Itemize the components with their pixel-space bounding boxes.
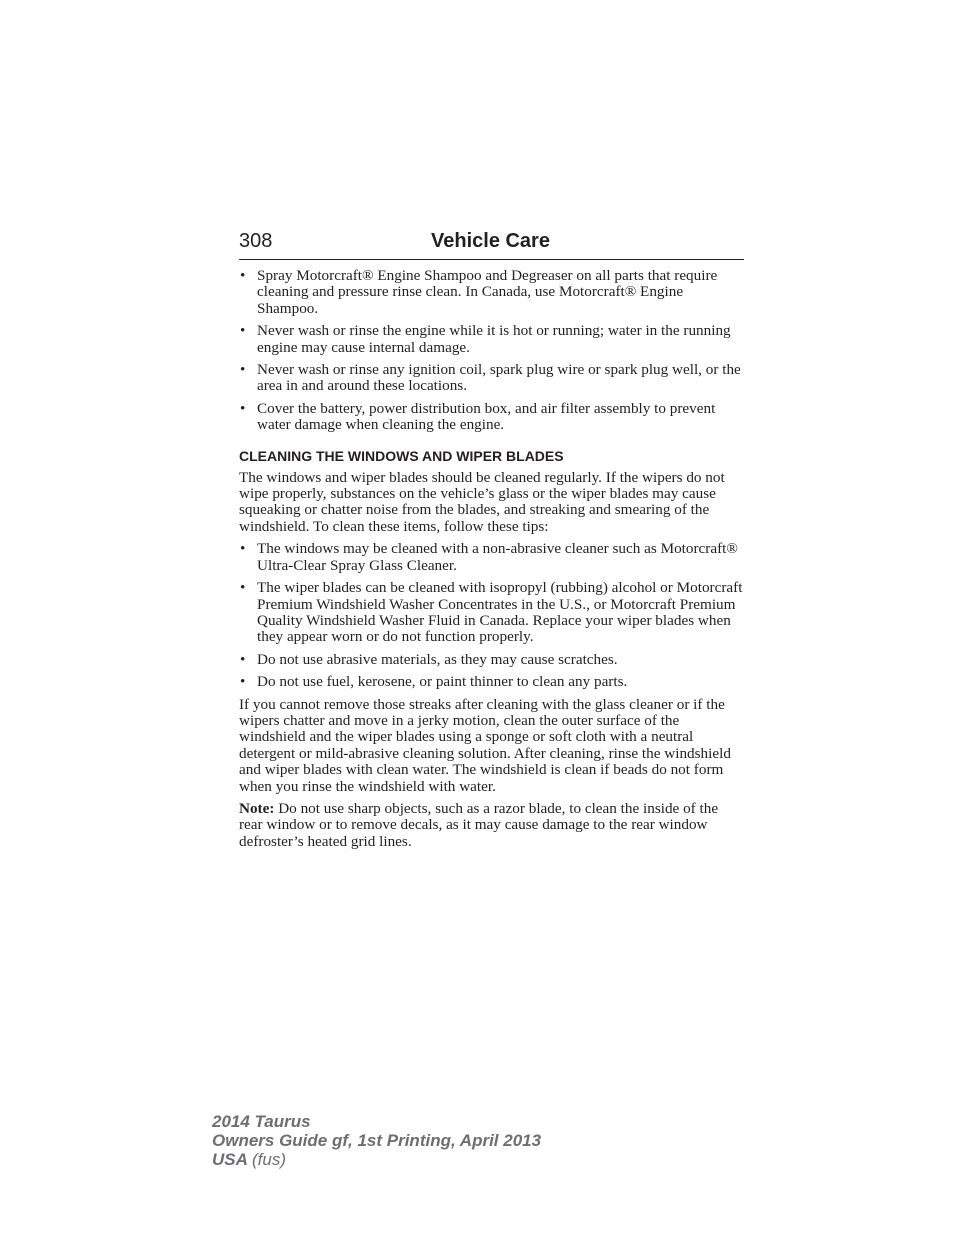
footer-model-line: 2014 Taurus xyxy=(212,1112,311,1131)
list-item-text: Never wash or rinse any ignition coil, spark plug wire or spark plug well, or the area in and around these locations. xyxy=(257,361,741,395)
list-item-text: The wiper blades can be cleaned with isopropyl (rubbing) alcohol or Motorcraft Premium Windshield Washer Concentrates in the U.S., or Motorcraft Premium Quality Windshield Washer Fluid in Canada. Replace your wiper blades when they appear worn or do not function properly. xyxy=(257,579,743,646)
list-item xyxy=(239,541,744,574)
list-item-text: Cover the battery, power distribution box, and air filter assembly to prevent water damage when cleaning the engine. xyxy=(257,399,716,434)
list-item xyxy=(239,401,744,434)
list-item-text: Do not use fuel, kerosene, or paint thinner to clean any parts. xyxy=(257,673,628,691)
footer-guide-line: Owners Guide gf, 1st Printing, April 2013 xyxy=(212,1131,542,1150)
bullet-icon: • xyxy=(240,540,246,558)
list-item xyxy=(239,674,744,690)
windows-section-heading: CLEANING THE WINDOWS AND WIPER BLADES xyxy=(239,447,564,464)
list-item-text: The windows may be cleaned with a non-abrasive cleaner such as Motorcraft® Ultra-Clear Spray Glass Cleaner. xyxy=(257,540,738,574)
windows-tips-list xyxy=(239,541,744,690)
windows-followup-paragraph: If you cannot remove those streaks after cleaning with the glass cleaner or if the wipers chatter and move in a jerky motion, clean the outer surface of the windshield and the wiper blades using a sponge or soft cloth with a neutral detergent or mild-abrasive cleaning solution. After cleaning, rinse the windshield and wiper blades with clean water. The windshield is clean if beads do not form when you rinse the windshield with water. xyxy=(239,695,731,795)
list-item xyxy=(239,580,744,646)
note-text: Do not use sharp objects, such as a razor blade, to clean the inside of the rear window or to remove decals, as it may cause damage to the rear window defroster’s heated grid lines. xyxy=(239,799,719,850)
page-number: 308 xyxy=(239,230,273,252)
list-item-text: Never wash or rinse the engine while it is hot or running; water in the running engine may cause internal damage. xyxy=(257,322,731,356)
bullet-icon: • xyxy=(240,579,246,597)
section-title: Vehicle Care xyxy=(431,230,550,252)
list-item xyxy=(239,652,744,668)
list-item xyxy=(239,323,744,356)
bullet-icon: • xyxy=(240,267,246,284)
list-item-text: Spray Motorcraft® Engine Shampoo and Degreaser on all parts that require cleaning and pressure rinse clean. In Canada, use Motorcraft® Engine Shampoo. xyxy=(257,267,718,317)
bullet-icon: • xyxy=(240,673,246,691)
note-paragraph xyxy=(239,801,744,850)
bullet-icon: • xyxy=(240,399,246,417)
page-content xyxy=(239,268,744,856)
list-item-text: Do not use abrasive materials, as they may cause scratches. xyxy=(257,650,618,668)
bullet-icon: • xyxy=(240,361,246,379)
bullet-icon: • xyxy=(240,322,246,340)
footer-region-line xyxy=(212,1150,541,1169)
page-footer xyxy=(212,1112,541,1169)
windows-intro-paragraph: The windows and wiper blades should be cleaned regularly. If the wipers do not wipe properly, substances on the vehicle’s glass or the wiper blades may cause squeaking or chatter noise from the blades, and streaking and smearing of the windshield. To clean these items, follow these tips: xyxy=(239,468,725,535)
engine-tips-list xyxy=(239,268,744,434)
footer-region: USA xyxy=(212,1150,248,1169)
list-item xyxy=(239,362,744,395)
page-header xyxy=(239,229,744,260)
footer-region-code: (fus) xyxy=(252,1150,286,1169)
list-item xyxy=(239,268,744,317)
bullet-icon: • xyxy=(240,650,246,668)
note-label: Note: xyxy=(239,799,275,817)
